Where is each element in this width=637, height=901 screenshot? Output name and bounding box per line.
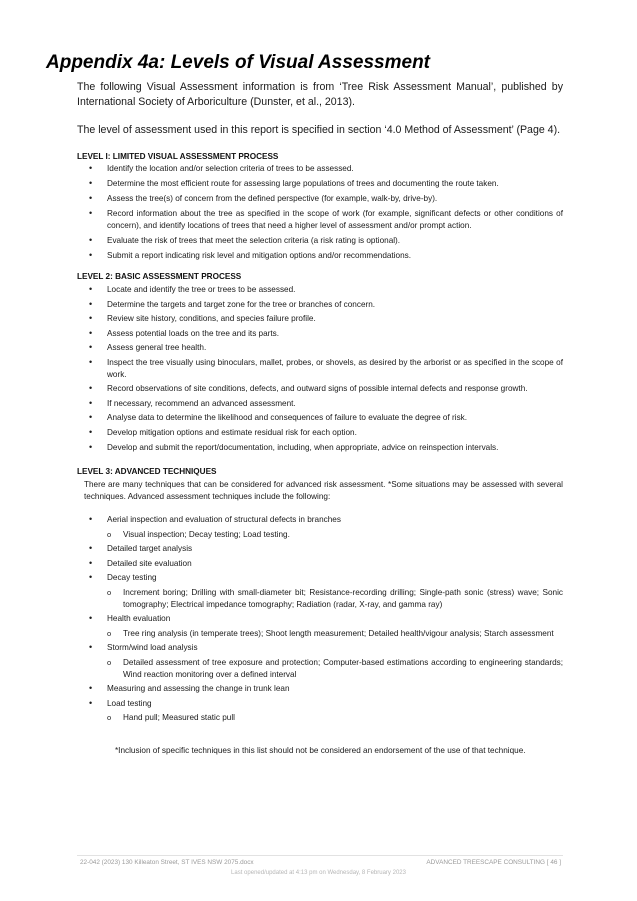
sub-list xyxy=(107,712,563,724)
level1-heading: LEVEL I: LIMITED VISUAL ASSESSMENT PROCESS xyxy=(77,152,279,161)
level3-list xyxy=(77,514,563,727)
technique-label: Aerial inspection and evaluation of structural defects in branches xyxy=(107,515,341,524)
sub-list-item: o Detailed assessment of tree exposure and protection; Computer-based estimations according to engineering standards; Wind reaction monitoring over a defined interval xyxy=(107,657,563,680)
technique-label: Decay testing xyxy=(107,573,157,583)
list-item: • Determine the most efficient route for assessing large populations of trees and documenting the route taken. xyxy=(77,178,563,190)
list-item xyxy=(77,514,563,540)
sub-list-item: o Tree ring analysis (in temperate trees); Shoot length measurement; Detailed health/vigour analysis; Starch assessment xyxy=(107,628,563,640)
list-item: • Locate and identify the tree or trees to be assessed. xyxy=(77,284,563,296)
list-item xyxy=(77,558,563,570)
list-item: • Assess potential loads on the tree and its parts. xyxy=(77,328,563,340)
technique-label: Storm/wind load analysis xyxy=(107,643,198,653)
technique-label: Detailed site evaluation xyxy=(107,558,192,568)
intro-paragraph-source: The following Visual Assessment information is from ‘Tree Risk Assessment Manual’, published by International Society of Arboriculture (Dunster, et al., 2013). xyxy=(77,81,563,108)
endorsement-note: *Inclusion of specific techniques in this list should not be considered an endorsement of the use of that technique. xyxy=(115,746,526,755)
sub-list xyxy=(107,657,563,680)
footer-timestamp: Last opened/updated at 4:13 pm on Wednesday, 8 February 2023 xyxy=(231,870,406,876)
sub-list xyxy=(107,587,563,610)
list-item: • Record information about the tree as specified in the scope of work (for example, significant defects or other conditions of concern), and identify locations of trees that need a higher level of assessment and/or prompt action. xyxy=(77,208,563,231)
footer-company-page: ADVANCED TREESCAPE CONSULTING [ 46 ] xyxy=(426,859,561,866)
list-item: • Submit a report indicating risk level and mitigation options and/or recommendations. xyxy=(77,250,563,262)
sub-list xyxy=(107,529,563,541)
list-item xyxy=(77,543,563,555)
sub-list-item: o Increment boring; Drilling with small-diameter bit; Resistance-recording drilling; Single-path sonic (stress) wave; Sonic tomography; Electrical impedance tomography; Radiation (radar, X-ray, and gamma ray) xyxy=(107,587,563,610)
list-item xyxy=(77,572,563,610)
technique-label: Load testing xyxy=(107,698,152,708)
level2-list xyxy=(77,284,563,456)
sub-list-item: o Visual inspection; Decay testing; Load testing. xyxy=(107,529,563,541)
level3-heading: LEVEL 3: ADVANCED TECHNIQUES xyxy=(77,467,217,476)
technique-label: Health evaluation xyxy=(107,614,171,624)
level3-paragraph: There are many techniques that can be considered for advanced risk assessment. *Some situations may be assessed with several techniques. Advanced assessment techniques include the following: xyxy=(84,480,563,501)
footer-filename: 22-042 (2023) 130 Killeaton Street, ST IVES NSW 2075.docx xyxy=(80,859,254,866)
technique-label: Measuring and assessing the change in trunk lean xyxy=(107,684,290,694)
list-item xyxy=(77,683,563,695)
list-item: • Review site history, conditions, and species failure profile. xyxy=(77,313,563,325)
list-item: • Identify the location and/or selection criteria of trees to be assessed. xyxy=(77,163,563,175)
list-item: • Develop mitigation options and estimate residual risk for each option. xyxy=(77,427,563,439)
list-item xyxy=(77,698,563,724)
level1-list xyxy=(77,163,563,265)
list-item: • Analyse data to determine the likelihood and consequences of failure to evaluate the degree of risk. xyxy=(77,412,563,424)
page-title: Appendix 4a: Levels of Visual Assessment xyxy=(46,52,431,73)
level2-heading: LEVEL 2: BASIC ASSESSMENT PROCESS xyxy=(77,272,242,281)
technique-label: Detailed target analysis xyxy=(107,544,193,554)
sub-list-item: o Hand pull; Measured static pull xyxy=(107,712,563,724)
footer-divider xyxy=(77,855,563,856)
list-item: • Assess general tree health. xyxy=(77,342,563,354)
list-item: • Assess the tree(s) of concern from the defined perspective (for example, walk-by, drive-by). xyxy=(77,193,563,205)
list-item: • Evaluate the risk of trees that meet the selection criteria (a risk rating is optional). xyxy=(77,235,563,247)
list-item: • Inspect the tree visually using binoculars, mallet, probes, or shovels, as desired by the arborist or as specified in the scope of work. xyxy=(77,357,563,380)
list-item xyxy=(77,642,563,680)
sub-list xyxy=(107,628,563,640)
intro-paragraph-level: The level of assessment used in this report is specified in section ‘4.0 Method of Assessment’ (Page 4). xyxy=(77,124,561,136)
list-item: • Record observations of site conditions, defects, and outward signs of possible internal defects and response growth. xyxy=(77,383,563,395)
list-item: • Determine the targets and target zone for the tree or branches of concern. xyxy=(77,299,563,311)
list-item xyxy=(77,613,563,639)
list-item: • Develop and submit the report/documentation, including, when appropriate, advice on reinspection intervals. xyxy=(77,442,563,454)
list-item: • If necessary, recommend an advanced assessment. xyxy=(77,398,563,410)
